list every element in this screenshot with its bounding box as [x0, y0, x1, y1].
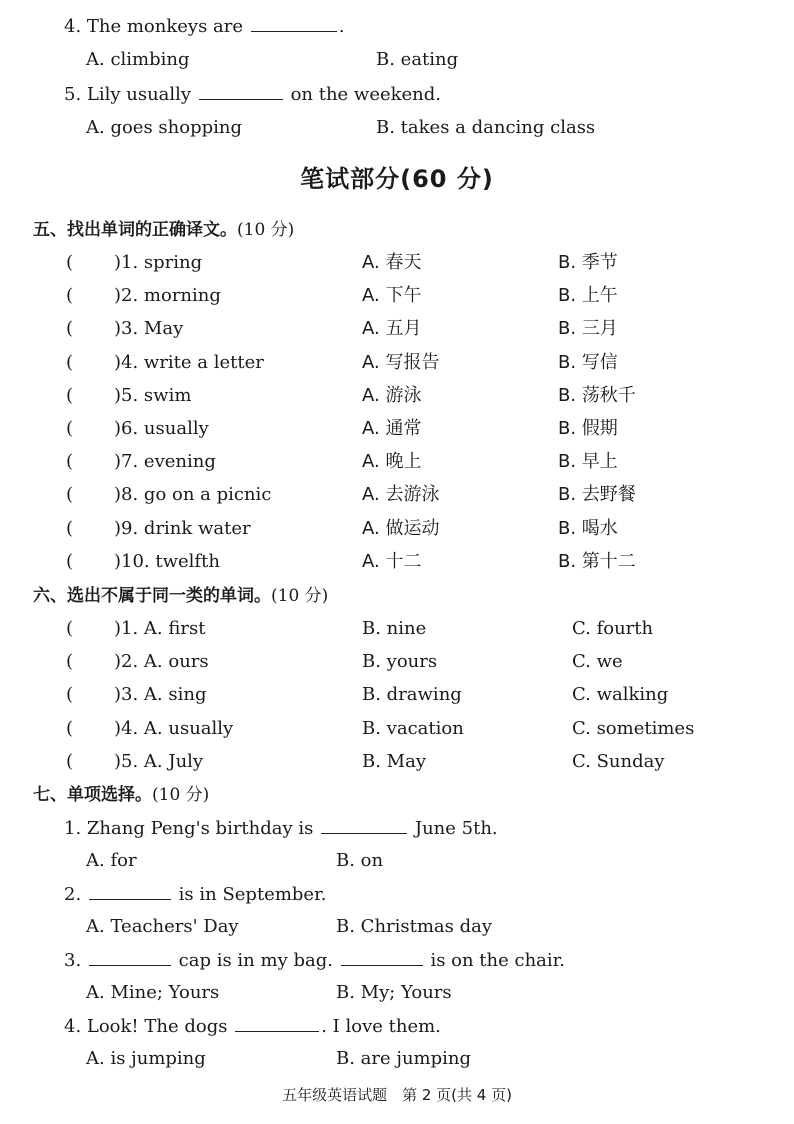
option-b: B. 季节: [558, 252, 618, 273]
option-c: C. we: [572, 651, 623, 673]
option-a: A. 做运动: [362, 517, 440, 539]
option-b: B. takes a dancing class: [376, 117, 596, 138]
option-b: B. 荡秋千: [558, 384, 636, 406]
option-a: )2. A. ours: [114, 651, 209, 673]
option-b: B. 三月: [558, 318, 618, 340]
option-a: A. 写报告: [362, 351, 440, 373]
answer-blank[interactable]: [341, 949, 423, 966]
option-a: A. 游泳: [362, 384, 422, 406]
paren-blank[interactable]: (: [66, 651, 74, 673]
option-b: B. drawing: [362, 684, 462, 706]
option-a: A. 下午: [362, 285, 422, 307]
section6-heading: 六、选出不属于同一类的单词。(10 分): [33, 586, 329, 606]
option-a: )4. A. usually: [114, 717, 234, 739]
option-a: A. is jumping: [86, 1048, 206, 1069]
paren-blank[interactable]: (: [66, 618, 74, 639]
option-b: B. My; Yours: [336, 982, 452, 1003]
item-word: )4. write a letter: [114, 351, 264, 373]
question-5: 5. Lily usually on the weekend.: [64, 84, 442, 105]
answer-blank[interactable]: [89, 883, 171, 900]
option-a: )5. A. July: [114, 750, 204, 772]
paren-blank[interactable]: (: [66, 318, 74, 340]
option-b: B. nine: [362, 618, 427, 639]
mc-question-4: 4. Look! The dogs . I love them.: [64, 1016, 441, 1037]
option-b: B. Christmas day: [336, 916, 493, 937]
mc-question-1: 1. Zhang Peng's birthday is June 5th.: [64, 818, 498, 839]
paren-blank[interactable]: (: [66, 252, 74, 273]
option-b: B. 写信: [558, 351, 618, 373]
option-b: B. eating: [376, 49, 459, 70]
answer-blank[interactable]: [199, 83, 283, 100]
option-a: A. 春天: [362, 252, 422, 273]
paren-blank[interactable]: (: [66, 285, 74, 307]
question-4: 4. The monkeys are .: [64, 16, 345, 37]
item-word: )7. evening: [114, 451, 216, 473]
written-section-title: 笔试部分(60 分): [300, 165, 494, 193]
option-c: C. walking: [572, 684, 669, 706]
option-a: A. 五月: [362, 318, 422, 340]
item-word: )1. spring: [114, 252, 203, 273]
paren-blank[interactable]: (: [66, 550, 74, 572]
option-c: C. sometimes: [572, 717, 695, 739]
option-b: B. on: [336, 850, 384, 871]
answer-blank[interactable]: [251, 15, 337, 32]
option-a: A. 晚上: [362, 451, 422, 473]
option-c: C. Sunday: [572, 750, 665, 772]
paren-blank[interactable]: (: [66, 684, 74, 706]
paren-blank[interactable]: (: [66, 484, 74, 506]
option-b: B. 喝水: [558, 517, 618, 539]
paren-blank[interactable]: (: [66, 384, 74, 406]
answer-blank[interactable]: [321, 817, 407, 834]
option-a: A. Mine; Yours: [86, 982, 220, 1003]
option-a: A. climbing: [86, 49, 190, 70]
paren-blank[interactable]: (: [66, 717, 74, 739]
option-b: B. are jumping: [336, 1048, 472, 1069]
item-word: )9. drink water: [114, 517, 251, 539]
section7-heading: 七、单项选择。(10 分): [33, 785, 210, 805]
option-a: )3. A. sing: [114, 684, 207, 706]
page-footer: 五年级英语试题 第 2 页(共 4 页): [282, 1086, 512, 1104]
option-a: A. 十二: [362, 550, 422, 572]
paren-blank[interactable]: (: [66, 351, 74, 373]
option-a: A. 通常: [362, 418, 422, 439]
item-word: )10. twelfth: [114, 550, 220, 572]
mc-question-3: 3. cap is in my bag. is on the chair.: [64, 950, 566, 971]
paren-blank[interactable]: (: [66, 517, 74, 539]
option-c: C. fourth: [572, 618, 654, 639]
option-a: )1. A. first: [114, 618, 206, 639]
option-b: B. 去野餐: [558, 484, 636, 506]
option-a: A. goes shopping: [86, 117, 242, 138]
option-b: B. 上午: [558, 285, 618, 307]
answer-blank[interactable]: [89, 949, 171, 966]
section5-heading: 五、找出单词的正确译文。(10 分): [33, 220, 295, 240]
option-a: A. 去游泳: [362, 484, 440, 506]
item-word: )5. swim: [114, 384, 192, 406]
option-b: B. 第十二: [558, 550, 636, 572]
option-b: B. May: [362, 750, 427, 772]
item-word: )6. usually: [114, 418, 209, 439]
option-a: A. for: [86, 850, 137, 871]
option-b: B. yours: [362, 651, 438, 673]
option-b: B. vacation: [362, 717, 464, 739]
item-word: )8. go on a picnic: [114, 484, 272, 506]
answer-blank[interactable]: [235, 1015, 319, 1032]
option-b: B. 早上: [558, 451, 618, 473]
paren-blank[interactable]: (: [66, 750, 74, 772]
item-word: )3. May: [114, 318, 184, 340]
item-word: )2. morning: [114, 285, 221, 307]
paren-blank[interactable]: (: [66, 451, 74, 473]
option-a: A. Teachers' Day: [86, 916, 239, 937]
option-b: B. 假期: [558, 418, 618, 439]
mc-question-2: 2. is in September.: [64, 884, 327, 905]
paren-blank[interactable]: (: [66, 418, 74, 439]
